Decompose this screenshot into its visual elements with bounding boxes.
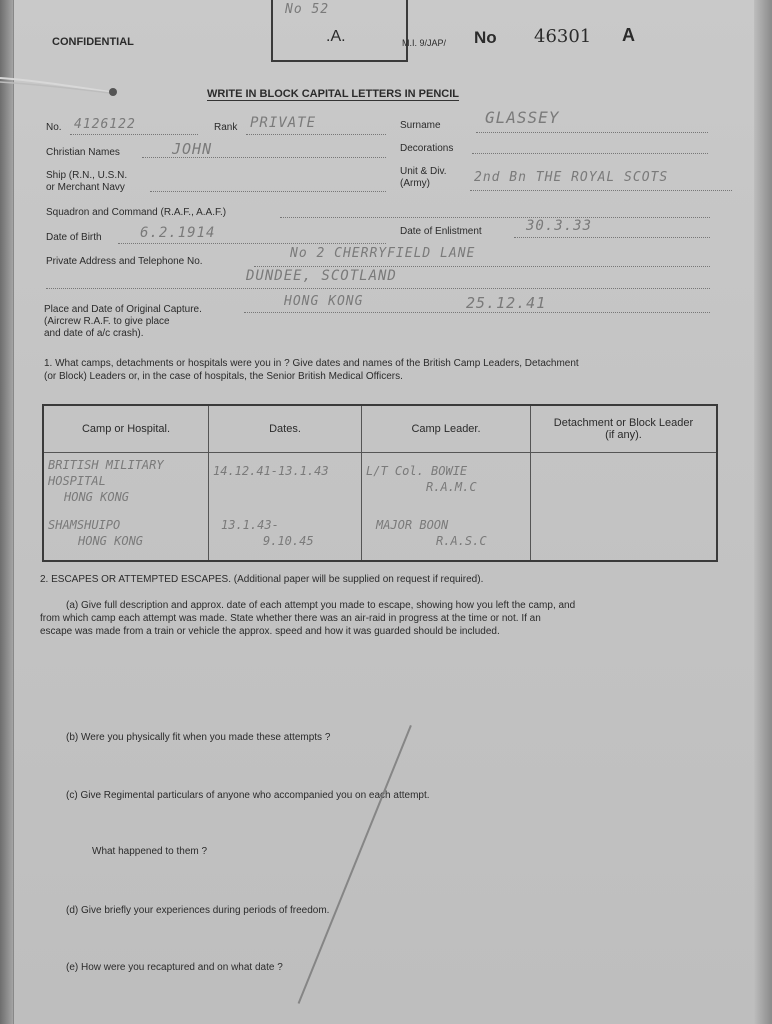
question-2b: (b) Were you physically fit when you made these attempts ? <box>66 732 331 743</box>
ship-label <box>46 170 127 194</box>
unit-label-line2: (Army) <box>400 178 430 189</box>
detachment-cell <box>531 453 718 514</box>
confidential-label: CONFIDENTIAL <box>52 36 134 48</box>
dob-label: Date of Birth <box>46 232 102 243</box>
capture-label-line2: (Aircrew R.A.F. to give place <box>44 316 170 327</box>
form-reference: M.I. 9/JAP/ <box>402 38 447 48</box>
ship-label-line1: Ship (R.N., U.S.N. <box>46 170 128 181</box>
leader-cell <box>362 513 531 561</box>
capture-label <box>44 304 202 340</box>
stamp-number: No 52 <box>285 2 330 17</box>
camp-line: HONG KONG <box>78 534 144 548</box>
table-row <box>43 513 717 561</box>
capture-date: 25.12.41 <box>466 294 547 312</box>
dates-cell <box>209 513 362 561</box>
ship-label-line2: or Merchant Navy <box>46 182 125 193</box>
question-2d: (d) Give briefly your experiences during periods of freedom. <box>66 905 330 916</box>
camp-line: BRITISH MILITARY <box>48 458 164 472</box>
christian-names-label: Christian Names <box>46 147 120 158</box>
surname-value: GLASSEY <box>485 108 560 127</box>
address-line1: No 2 CHERRYFIELD LANE <box>290 246 476 261</box>
question-2e: (e) How were you recaptured and on what date ? <box>66 962 283 973</box>
leader-line: L/T Col. BOWIE <box>366 464 468 478</box>
rank-value: PRIVATE <box>250 115 317 131</box>
col-detachment-leader: Detachment or Block Leader (if any). <box>531 405 718 453</box>
dates-line: 13.1.43- <box>221 518 279 532</box>
stamp-letter: .A. <box>326 28 346 45</box>
camps-table <box>42 404 718 562</box>
dob-value: 6.2.1914 <box>140 225 216 241</box>
col-camp-leader: Camp Leader. <box>362 405 531 453</box>
enlistment-value: 30.3.33 <box>526 218 593 234</box>
form-suffix: A <box>622 25 635 45</box>
leader-line: R.A.S.C <box>436 534 487 548</box>
form-number: 46301 <box>534 26 592 47</box>
camp-line: HONG KONG <box>64 490 130 504</box>
camp-line: HOSPITAL <box>48 474 106 488</box>
no-label: No. <box>46 122 62 133</box>
question-1-line1: 1. What camps, detachments or hospitals were you in ? Give dates and names of the British Camp Leaders, Detachment <box>44 358 579 369</box>
question-1-line2: (or Block) Leaders or, in the case of hospitals, the Senior British Medical Officers. <box>44 371 403 382</box>
col-camp: Camp or Hospital. <box>43 405 209 453</box>
leader-cell <box>362 453 531 514</box>
camp-line: SHAMSHUIPO <box>48 518 121 532</box>
camp-cell <box>43 513 209 561</box>
question-2a-line1: (a) Give full description and approx. date of each attempt you made to escape, showing how you left the camp, and <box>66 600 576 611</box>
address-label: Private Address and Telephone No. <box>46 256 203 267</box>
service-number: 4126122 <box>74 117 136 132</box>
capture-label-line3: and date of a/c crash). <box>44 328 144 339</box>
capture-label-line1: Place and Date of Original Capture. <box>44 304 202 315</box>
page-edge <box>754 0 772 1024</box>
surname-label: Surname <box>400 120 441 131</box>
question-2a-line2: from which camp each attempt was made. State whether there was an air-raid in progress at the time or not. If an <box>40 613 541 624</box>
tag-string-icon <box>0 74 118 96</box>
christian-names-value: JOHN <box>172 140 213 158</box>
detachment-cell <box>531 513 718 561</box>
question-2-heading: 2. ESCAPES OR ATTEMPTED ESCAPES. (Additional paper will be supplied on request if required). <box>40 574 484 585</box>
binder-edge <box>0 0 14 1024</box>
form-title: WRITE IN BLOCK CAPITAL LETTERS IN PENCIL <box>207 88 459 100</box>
question-2c-followup: What happened to them ? <box>92 846 208 857</box>
col-dates: Dates. <box>209 405 362 453</box>
question-2c: (c) Give Regimental particulars of anyone who accompanied you on each attempt. <box>66 790 430 801</box>
number-label: No <box>474 28 497 47</box>
unit-label <box>400 166 447 190</box>
leader-line: R.A.M.C <box>426 480 477 494</box>
unit-label-line1: Unit & Div. <box>400 166 447 177</box>
camp-cell <box>43 453 209 514</box>
capture-place: HONG KONG <box>284 294 364 309</box>
dates-cell <box>209 453 362 514</box>
rank-label: Rank <box>214 122 238 133</box>
table-row <box>43 453 717 514</box>
camps-table-header <box>43 405 717 453</box>
enlistment-label: Date of Enlistment <box>400 226 482 237</box>
address-line2: DUNDEE, SCOTLAND <box>246 268 397 284</box>
dates-value: 14.12.41-13.1.43 <box>213 464 329 478</box>
squadron-label: Squadron and Command (R.A.F., A.A.F.) <box>46 207 227 218</box>
decorations-label: Decorations <box>400 143 454 154</box>
question-2a-line3: escape was made from a train or vehicle the approx. speed and how it was guarded should be included. <box>40 626 500 637</box>
dates-line: 9.10.45 <box>263 534 314 548</box>
unit-value: 2nd Bn THE ROYAL SCOTS <box>474 170 669 185</box>
leader-line: MAJOR BOON <box>376 518 449 532</box>
